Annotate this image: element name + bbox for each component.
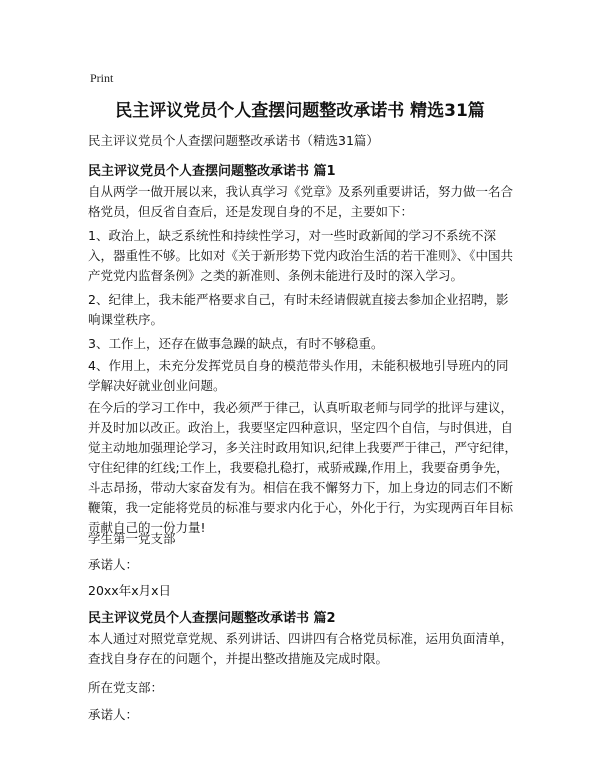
section-2-paragraph: 本人通过对照党章党规、系列讲话、四讲四有合格党员标准，运用负面清单，查找自身存在的问题个，并提出整改措施及完成时限。 <box>88 631 514 666</box>
print-label[interactable]: Print <box>90 71 114 85</box>
section-2-title: 民主评议党员个人查摆问题整改承诺书 篇2 <box>88 611 336 626</box>
section-1-branch: 学生第一党支部 <box>88 531 176 546</box>
section-2-promiser: 承诺人： <box>88 707 139 722</box>
section-1-point-3: 3、工作上，还存在做事急躁的缺点，有时不够稳重。 <box>88 336 384 351</box>
section-1-date: 20xx年x月x日 <box>88 583 171 598</box>
document-title: 民主评议党员个人查摆问题整改承诺书 精选31篇 <box>115 101 485 121</box>
section-1-title: 民主评议党员个人查摆问题整改承诺书 篇1 <box>88 164 336 179</box>
section-1-point-1: 1、政治上，缺乏系统性和持续性学习，对一些时政新闻的学习不系统不深入，器重性不够。比如对《关于新形势下党内政治生活的若干准则》、《中国共产党党内监督条例》之类的新准则、条例未能进行及时的深入学习。 <box>88 228 514 283</box>
section-1-promiser: 承诺人： <box>88 557 139 572</box>
section-1-intro-paragraph: 自从两学一做开展以来，我认真学习《党章》及系列重要讲话，努力做一名合格党员，但反省自查后，还是发现自身的不足，主要如下： <box>88 184 514 219</box>
document-subtitle: 民主评议党员个人查摆问题整改承诺书（精选31篇） <box>88 133 379 148</box>
section-1-point-2: 2、纪律上，我未能严格要求自己，有时未经请假就直接去参加企业招聘，影响课堂秩序。 <box>88 292 509 327</box>
section-1-point-4: 4、作用上，未充分发挥党员自身的模范带头作用，未能积极地引导班内的同学解决好就业创业问题。 <box>88 358 509 393</box>
section-2-branch-label: 所在党支部： <box>88 680 164 695</box>
section-1-commitment-paragraph: 在今后的学习工作中，我必须严于律己，认真听取老师与同学的批评与建议，并及时加以改正。政治上，我要坚定四种意识，坚定四个自信，与时俱进，自觉主动地加强理论学习，多关注时政用知识,纪律上我要严于律己，严守纪律，守住纪律的红线;工作上，我要稳扎稳打，戒骄戒躁,作用上，我要奋勇争先，斗志昂扬，带动大家奋发有为。相信在我不懈努力下，加上身边的同志们不断鞭策，我一定能将党员的标准与要求内化于心，外化于行，为实现两百年目标贡献自己的一份力量! <box>88 400 517 535</box>
